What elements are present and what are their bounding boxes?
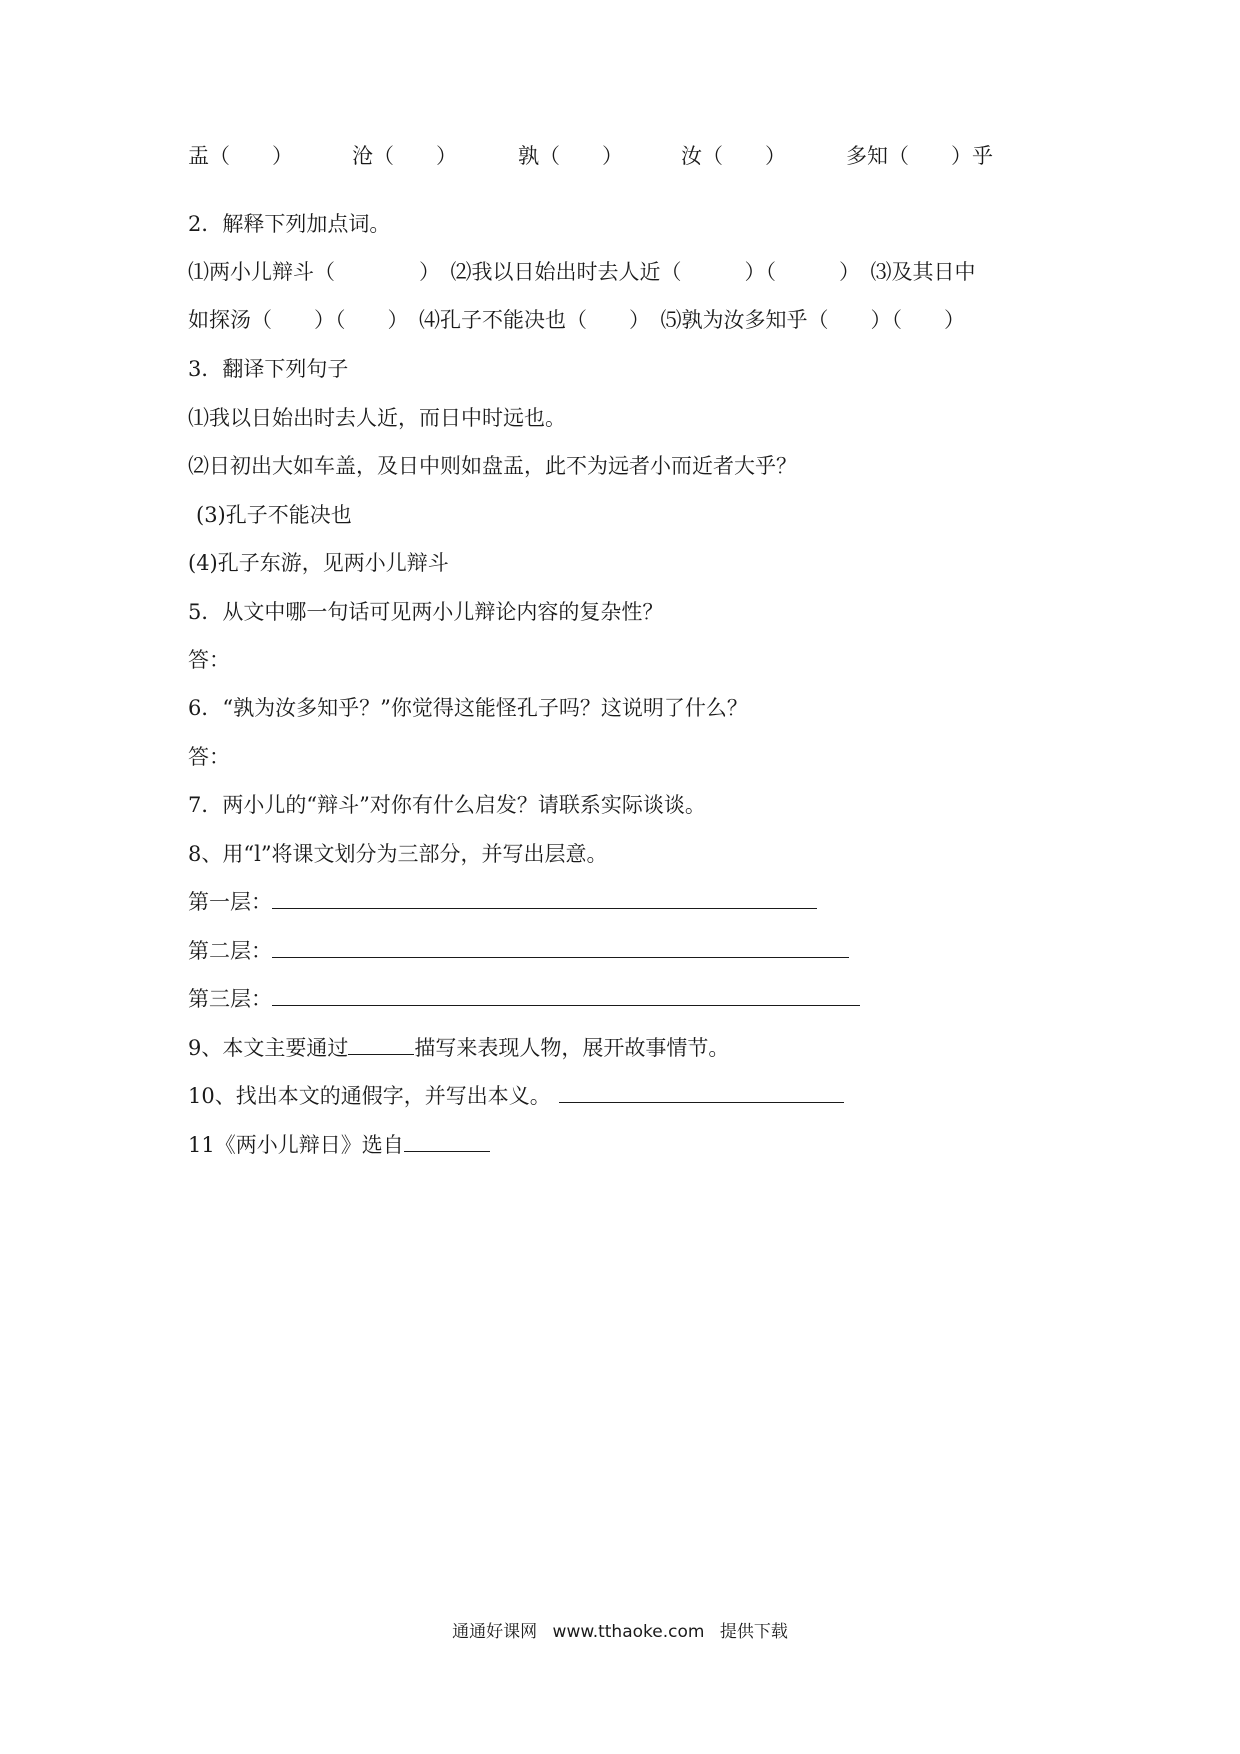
answer-blank[interactable] <box>272 985 860 1006</box>
q3-sentence-2: ⑵日初出大如车盖，及日中则如盘盂，此不为远者小而近者大乎？ <box>188 454 797 478</box>
answer-blank[interactable] <box>348 1034 414 1055</box>
q8-layer-2 <box>188 937 849 965</box>
footer-url[interactable]: www.tthaoke.com <box>552 1622 705 1642</box>
q11 <box>188 1131 490 1159</box>
page-footer <box>0 1620 1240 1644</box>
q3-title: 3．翻译下列句子 <box>188 357 349 381</box>
q8-title: 8、用“l”将课文划分为三部分，并写出层意。 <box>188 842 608 866</box>
q2-title: 2．解释下列加点词。 <box>188 212 391 236</box>
answer-blank[interactable] <box>272 937 849 958</box>
q3-sentence-3: (3)孔子不能决也 <box>196 503 352 527</box>
q5-title: 5．从文中哪一句话可见两小儿辩论内容的复杂性？ <box>188 600 664 624</box>
q1-item: 孰（ ） <box>518 144 623 168</box>
layer-label: 第三层： <box>188 987 272 1011</box>
q9-text-before: 9、本文主要通过 <box>188 1036 349 1060</box>
q7-title: 7．两小儿的“辩斗”对你有什么启发？请联系实际谈谈。 <box>188 793 706 817</box>
layer-label: 第一层： <box>188 890 272 914</box>
q3-sentence-4: (4)孔子东游，见两小儿辩斗 <box>188 551 449 575</box>
q8-layer-3 <box>188 985 860 1013</box>
q11-text: 11《两小儿辩日》选自 <box>188 1133 404 1157</box>
layer-label: 第二层： <box>188 939 272 963</box>
q1-item: 盂（ ） <box>188 144 293 168</box>
q5-answer-label: 答： <box>188 648 230 672</box>
q8-layer-1 <box>188 888 817 916</box>
q6-answer-label: 答： <box>188 745 230 769</box>
q1-item: 汝（ ） <box>681 144 786 168</box>
q10 <box>188 1082 844 1110</box>
footer-site-name: 通通好课网 <box>452 1622 538 1642</box>
q3-sentence-1: ⑴我以日始出时去人近，而日中时远也。 <box>188 406 566 430</box>
q1-item: 沧（ ） <box>352 144 457 168</box>
answer-blank[interactable] <box>559 1082 844 1103</box>
q9 <box>188 1034 729 1062</box>
footer-note: 提供下载 <box>719 1622 788 1642</box>
q6-title: 6．“孰为汝多知乎？”你觉得这能怪孔子吗？这说明了什么？ <box>188 696 748 720</box>
answer-blank[interactable] <box>272 888 817 909</box>
q10-text: 10、找出本文的通假字，并写出本义。 <box>188 1084 551 1108</box>
answer-blank[interactable] <box>404 1131 490 1152</box>
q9-text-after: 描写来表现人物，展开故事情节。 <box>414 1036 730 1060</box>
q2-line1: ⑴两小儿辩斗（ ） ⑵我以日始出时去人近（ ）（ ） ⑶及其日中 <box>188 260 976 284</box>
q2-line2: 如探汤（ ）（ ） ⑷孔子不能决也（ ） ⑸孰为汝多知乎（ ）（ ） <box>188 308 965 332</box>
q1-item: 多知（ ）乎 <box>846 144 993 168</box>
